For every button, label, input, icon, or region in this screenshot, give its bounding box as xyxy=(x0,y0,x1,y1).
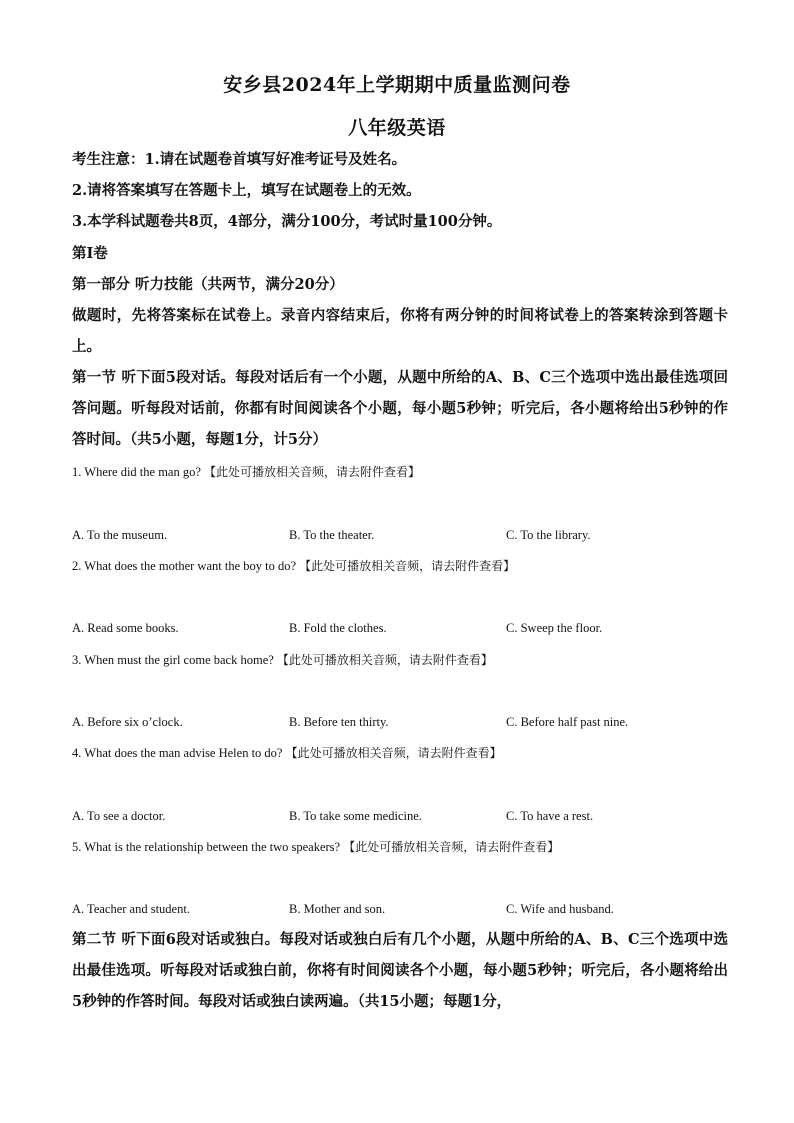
q4-option-c: C. To have a rest. xyxy=(506,809,594,823)
q4-option-b: B. To take some medicine. xyxy=(289,809,422,823)
question-4 xyxy=(72,744,502,762)
audio-note: 【此处可播放相关音频，请去附件查看】 xyxy=(204,465,421,479)
audio-note: 【此处可播放相关音频，请去附件查看】 xyxy=(285,746,502,760)
q1-option-c: C. To the library. xyxy=(506,528,591,542)
audio-note: 【此处可播放相关音频，请去附件查看】 xyxy=(299,559,516,573)
q1-option-b: B. To the theater. xyxy=(289,528,375,542)
volume-label: 第I卷 xyxy=(72,245,108,262)
q5-option-c: C. Wife and husband. xyxy=(506,902,614,916)
q2-option-b: B. Fold the clothes. xyxy=(289,621,387,635)
section1-instruction: 第一节 听下面5段对话。每段对话后有一个小题，从题中所给的A、B、C三个选项中选出最佳选项回答问题。听每段对话前，你都有时间阅读各个小题，每小题5秒钟；听完后，各小题将给出5秒钟的作答时间。（共5小题，每题1分，计5分） xyxy=(72,369,728,448)
question-text: 2. What does the mother want the boy to do? xyxy=(72,559,300,573)
q5-option-b: B. Mother and son. xyxy=(289,902,386,916)
q4-option-a: A. To see a doctor. xyxy=(72,809,166,823)
question-text: 4. What does the man advise Helen to do? xyxy=(72,746,286,760)
question-text: 3. When must the girl come back home? xyxy=(72,653,277,667)
question-3 xyxy=(72,651,493,669)
q2-option-a: A. Read some books. xyxy=(72,621,179,635)
question-2 xyxy=(72,557,515,575)
q1-option-a: A. To the museum. xyxy=(72,528,168,542)
part1-instruction: 做题时，先将答案标在试卷上。录音内容结束后，你将有两分钟的时间将试卷上的答案转涂到答题卡上。 xyxy=(72,307,728,355)
notice-line-2: 2.请将答案填写在答题卡上，填写在试题卷上的无效。 xyxy=(72,182,421,199)
question-text: 5. What is the relationship between the two speakers? xyxy=(72,840,344,854)
q2-option-c: C. Sweep the floor. xyxy=(506,621,603,635)
exam-subject: 八年级英语 xyxy=(348,117,446,139)
q5-option-a: A. Teacher and student. xyxy=(72,902,190,916)
exam-title: 安乡县2024年上学期期中质量监测问卷 xyxy=(223,74,571,96)
notice-line-3: 3.本学科试题卷共8页，4部分，满分100分，考试时量100分钟。 xyxy=(72,213,502,230)
part1-heading: 第一部分 听力技能（共两节，满分20分） xyxy=(72,276,344,293)
section2-instruction: 第二节 听下面6段对话或独白。每段对话或独白后有几个小题，从题中所给的A、B、C三个选项中选出最佳选项。听每段对话或独白前，你将有时间阅读各个小题，每小题5秒钟；听完后，各小题将给出5秒钟的作答时间。每段对话或独白读两遍。（共15小题；每题1分， xyxy=(72,931,728,1010)
question-5 xyxy=(72,838,559,856)
audio-note: 【此处可播放相关音频，请去附件查看】 xyxy=(276,653,493,667)
question-text: 1. Where did the man go? xyxy=(72,465,205,479)
notice-line-1: 考生注意：1.请在试题卷首填写好准考证号及姓名。 xyxy=(72,151,407,168)
q3-option-c: C. Before half past nine. xyxy=(506,715,629,729)
question-1 xyxy=(72,463,420,481)
q3-option-b: B. Before ten thirty. xyxy=(289,715,389,729)
q3-option-a: A. Before six o’clock. xyxy=(72,715,183,729)
audio-note: 【此处可播放相关音频，请去附件查看】 xyxy=(343,840,560,854)
